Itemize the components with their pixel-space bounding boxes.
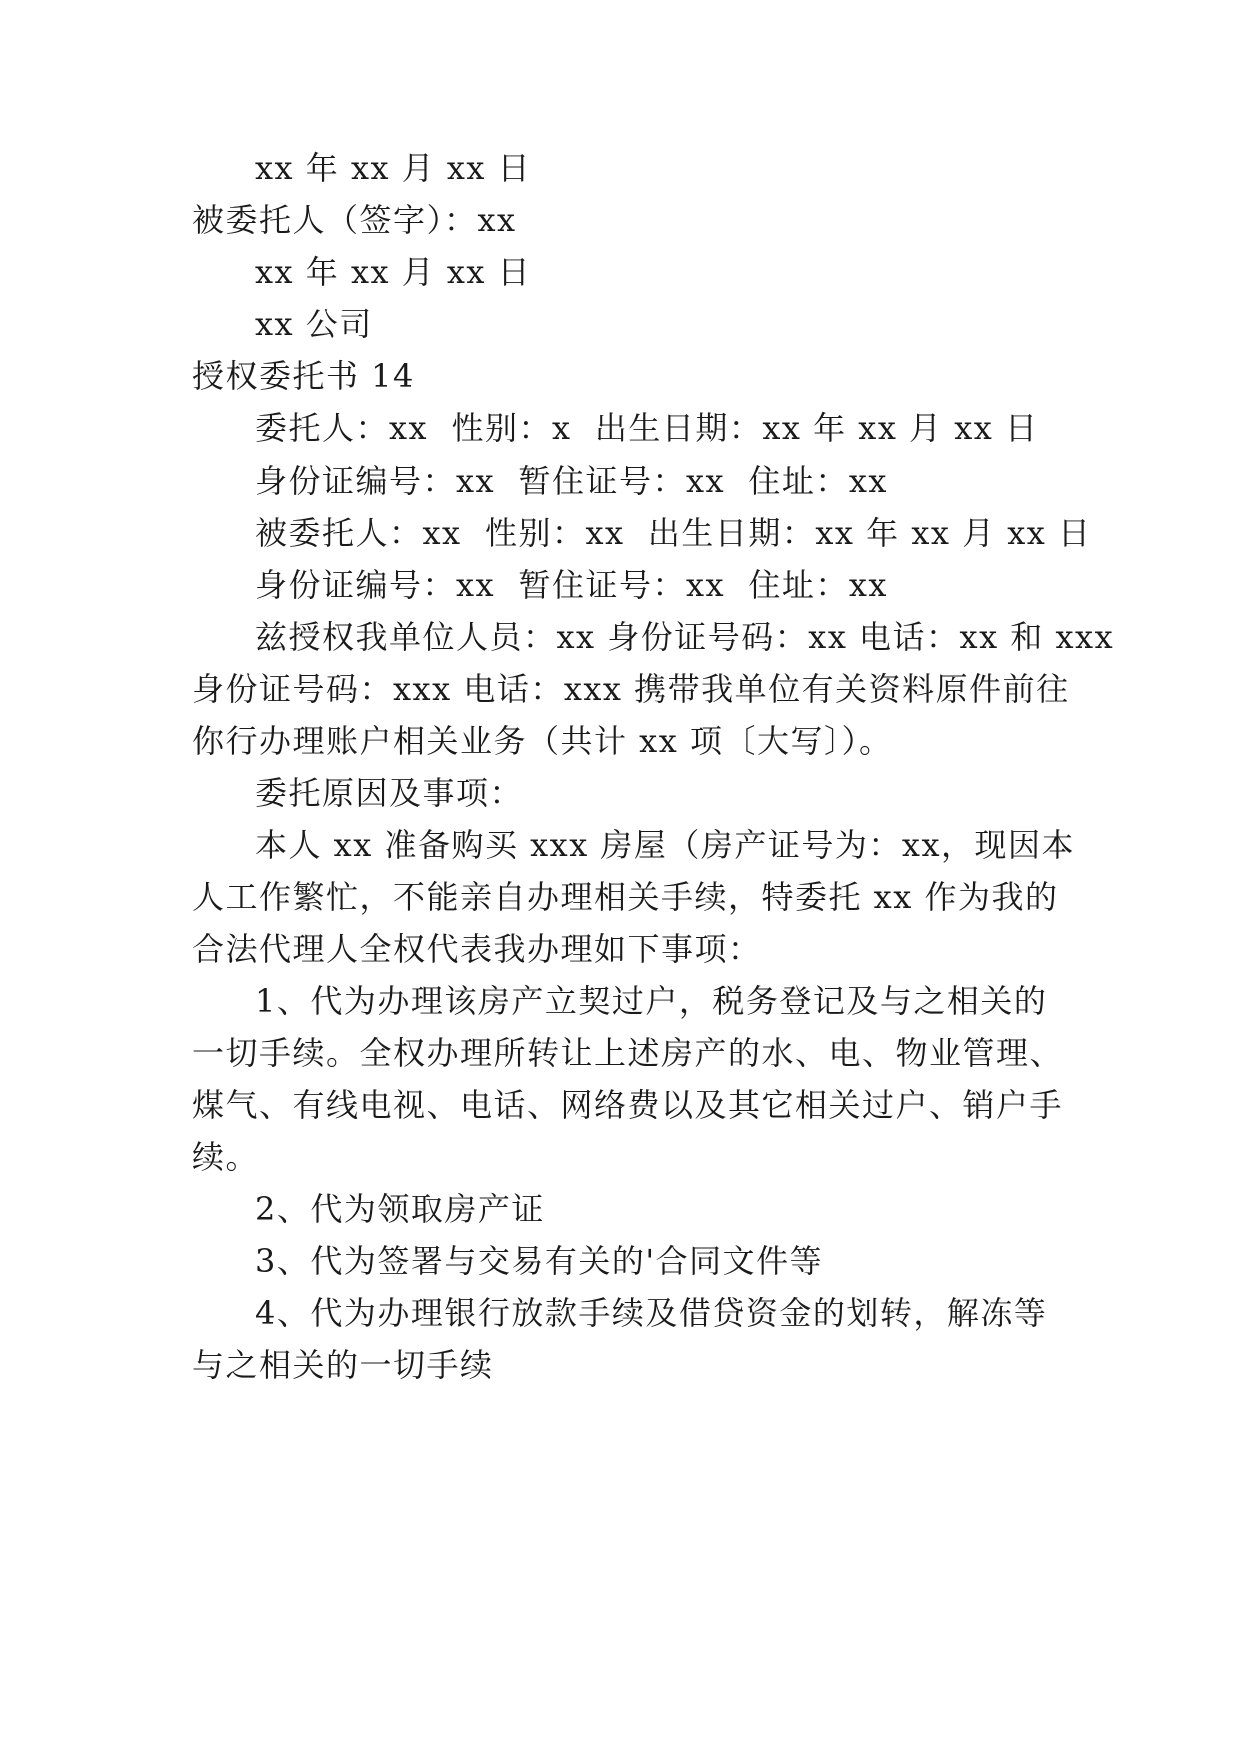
item-4-line: 与之相关的一切手续 <box>192 1346 494 1384</box>
item-4-line: 4、代为办理银行放款手续及借贷资金的划转，解冻等 <box>255 1294 1048 1332</box>
reasons-heading: 委托原因及事项： <box>255 774 524 812</box>
reasons-paragraph-line: 本人 xx 准备购买 xxx 房屋（房产证号为：xx，现因本 <box>255 826 1076 864</box>
item-2-line: 2、代为领取房产证 <box>255 1190 545 1228</box>
item-1-line: 1、代为办理该房产立契过户，税务登记及与之相关的 <box>255 982 1048 1020</box>
date-line: xx 年 xx 月 xx 日 <box>255 253 532 291</box>
date-line: xx 年 xx 月 xx 日 <box>255 149 532 187</box>
company-line: xx 公司 <box>255 305 373 343</box>
trustee-signature-line: 被委托人（签字）：xx <box>192 201 517 239</box>
agent-id-line: 身份证编号：xx 暂住证号：xx 住址：xx <box>255 566 888 604</box>
authorization-paragraph-line: 身份证号码：xxx 电话：xxx 携带我单位有关资料原件前往 <box>192 670 1070 708</box>
reasons-paragraph-line: 人工作繁忙，不能亲自办理相关手续，特委托 xx 作为我的 <box>192 878 1059 916</box>
authorization-paragraph-line: 你行办理账户相关业务（共计 xx 项〔大写〕）。 <box>192 722 893 760</box>
item-1-line: 续。 <box>192 1138 260 1176</box>
reasons-paragraph-line: 合法代理人全权代表我办理如下事项： <box>192 930 762 968</box>
agent-info-line: 被委托人：xx 性别：xx 出生日期：xx 年 xx 月 xx 日 <box>255 514 1092 552</box>
item-3-line: 3、代为签署与交易有关的'合同文件等 <box>255 1242 824 1280</box>
item-1-line: 一切手续。全权办理所转让上述房产的水、电、物业管理、 <box>192 1034 1064 1072</box>
authorization-paragraph-line: 兹授权我单位人员：xx 身份证号码：xx 电话：xx 和 xxx <box>255 618 1115 656</box>
principal-id-line: 身份证编号：xx 暂住证号：xx 住址：xx <box>255 462 888 500</box>
section-title: 授权委托书 14 <box>192 357 415 395</box>
principal-info-line: 委托人：xx 性别：x 出生日期：xx 年 xx 月 xx 日 <box>255 409 1039 447</box>
item-1-line: 煤气、有线电视、电话、网络费以及其它相关过户、销户手 <box>192 1086 1064 1124</box>
